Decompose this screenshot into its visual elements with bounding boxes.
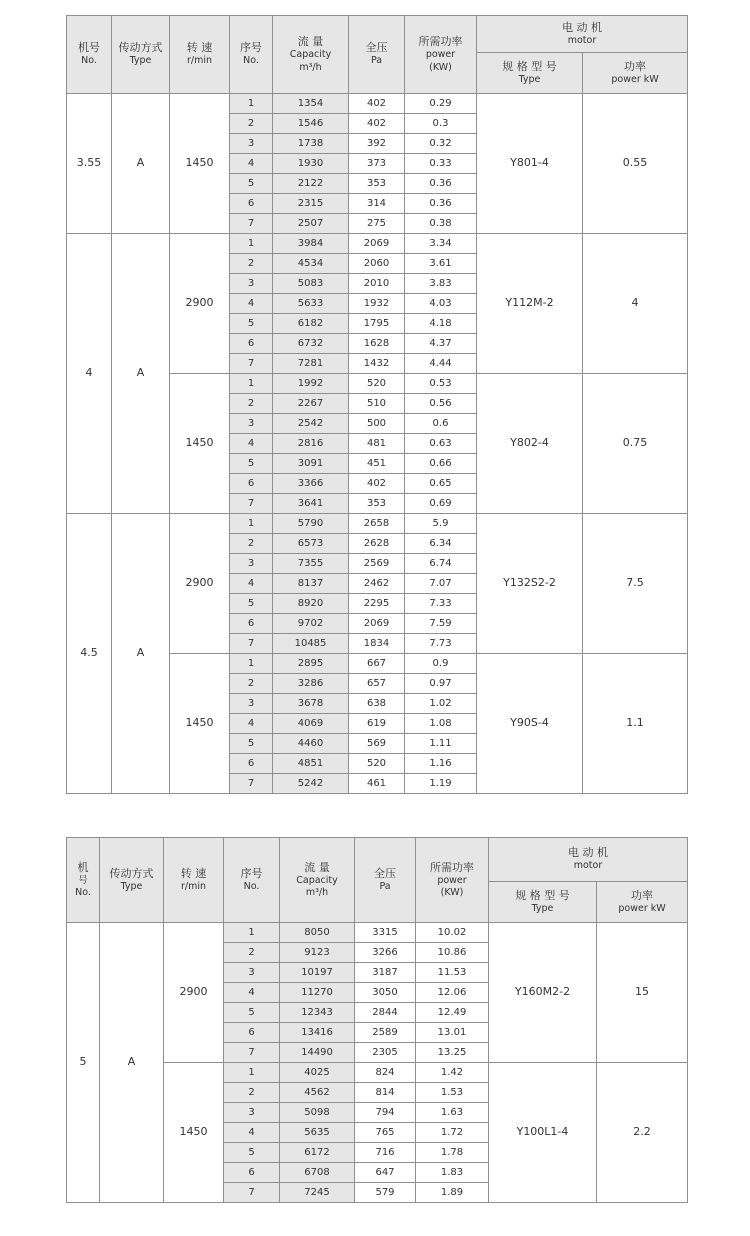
seq-no-cell: 1 — [230, 234, 273, 254]
required-power-cell: 0.53 — [405, 374, 477, 394]
pressure-cell: 510 — [349, 394, 405, 414]
pressure-cell: 2658 — [349, 514, 405, 534]
required-power-cell: 1.11 — [405, 734, 477, 754]
required-power-cell: 0.97 — [405, 674, 477, 694]
motor-type-cell: Y100L1-4 — [489, 1063, 597, 1203]
pressure-cell: 1932 — [349, 294, 405, 314]
pressure-cell: 314 — [349, 194, 405, 214]
seq-no-cell: 2 — [224, 1083, 280, 1103]
capacity-cell: 2507 — [273, 214, 349, 234]
required-power-cell: 11.53 — [416, 963, 489, 983]
motor-power-cell: 15 — [597, 923, 688, 1063]
required-power-cell: 1.16 — [405, 754, 477, 774]
table-row — [67, 923, 688, 943]
seq-no-cell: 6 — [230, 754, 273, 774]
capacity-cell: 6708 — [280, 1163, 355, 1183]
header-motor-type: 规 格 型 号 Type — [489, 882, 597, 923]
table-row — [67, 234, 688, 254]
capacity-cell: 6732 — [273, 334, 349, 354]
pressure-cell: 2010 — [349, 274, 405, 294]
machine-no-cell: 4 — [67, 234, 112, 514]
header-motor-power: 功率 power kW — [597, 882, 688, 923]
pressure-cell: 1834 — [349, 634, 405, 654]
header-required-power: 所需功率 power (KW) — [416, 838, 489, 923]
motor-type-cell: Y90S-4 — [477, 654, 583, 794]
capacity-cell: 3641 — [273, 494, 349, 514]
seq-no-cell: 5 — [230, 174, 273, 194]
seq-no-cell: 2 — [230, 674, 273, 694]
seq-no-cell: 4 — [230, 294, 273, 314]
motor-power-cell: 0.55 — [583, 94, 688, 234]
pressure-cell: 579 — [355, 1183, 416, 1203]
motor-power-cell: 2.2 — [597, 1063, 688, 1203]
speed-cell: 2900 — [164, 923, 224, 1063]
header-motor-type: 规 格 型 号 Type — [477, 53, 583, 94]
capacity-cell: 5098 — [280, 1103, 355, 1123]
capacity-cell: 5633 — [273, 294, 349, 314]
motor-type-cell: Y160M2-2 — [489, 923, 597, 1063]
motor-power-cell: 1.1 — [583, 654, 688, 794]
capacity-cell: 2895 — [273, 654, 349, 674]
header-speed: 转 速 r/min — [164, 838, 224, 923]
required-power-cell: 0.63 — [405, 434, 477, 454]
capacity-cell: 4562 — [280, 1083, 355, 1103]
capacity-cell: 3091 — [273, 454, 349, 474]
required-power-cell: 0.65 — [405, 474, 477, 494]
seq-no-cell: 4 — [230, 574, 273, 594]
speed-cell: 1450 — [170, 374, 230, 514]
required-power-cell: 7.33 — [405, 594, 477, 614]
capacity-cell: 1546 — [273, 114, 349, 134]
pressure-cell: 392 — [349, 134, 405, 154]
pressure-cell: 500 — [349, 414, 405, 434]
required-power-cell: 12.49 — [416, 1003, 489, 1023]
pressure-cell: 2069 — [349, 614, 405, 634]
pressure-cell: 1628 — [349, 334, 405, 354]
seq-no-cell: 4 — [224, 983, 280, 1003]
speed-cell: 1450 — [164, 1063, 224, 1203]
pressure-cell: 2295 — [349, 594, 405, 614]
motor-power-cell: 4 — [583, 234, 688, 374]
machine-no-cell: 3.55 — [67, 94, 112, 234]
header-machine-no: 机 号 No. — [67, 838, 100, 923]
header-pressure: 全压 Pa — [349, 16, 405, 94]
capacity-cell: 8137 — [273, 574, 349, 594]
capacity-cell: 3984 — [273, 234, 349, 254]
seq-no-cell: 2 — [230, 254, 273, 274]
drive-type-cell: A — [112, 234, 170, 514]
seq-no-cell: 4 — [230, 714, 273, 734]
header-drive-type: 传动方式 Type — [112, 16, 170, 94]
required-power-cell: 4.03 — [405, 294, 477, 314]
required-power-cell: 7.07 — [405, 574, 477, 594]
required-power-cell: 7.73 — [405, 634, 477, 654]
header-speed: 转 速 r/min — [170, 16, 230, 94]
header-seq-no: 序号 No. — [224, 838, 280, 923]
seq-no-cell: 5 — [224, 1143, 280, 1163]
pressure-cell: 2060 — [349, 254, 405, 274]
capacity-cell: 5635 — [280, 1123, 355, 1143]
header-pressure: 全压 Pa — [355, 838, 416, 923]
capacity-cell: 3678 — [273, 694, 349, 714]
table-row — [67, 514, 688, 534]
pressure-cell: 1432 — [349, 354, 405, 374]
speed-cell: 1450 — [170, 654, 230, 794]
seq-no-cell: 6 — [230, 614, 273, 634]
seq-no-cell: 3 — [230, 134, 273, 154]
machine-no-cell: 4.5 — [67, 514, 112, 794]
seq-no-cell: 2 — [230, 114, 273, 134]
seq-no-cell: 1 — [230, 654, 273, 674]
seq-no-cell: 7 — [230, 634, 273, 654]
pressure-cell: 619 — [349, 714, 405, 734]
seq-no-cell: 3 — [230, 694, 273, 714]
capacity-cell: 5790 — [273, 514, 349, 534]
pressure-cell: 373 — [349, 154, 405, 174]
pressure-cell: 2628 — [349, 534, 405, 554]
motor-power-cell: 0.75 — [583, 374, 688, 514]
fan-spec-table-2 — [66, 837, 688, 1203]
required-power-cell: 6.34 — [405, 534, 477, 554]
seq-no-cell: 6 — [224, 1163, 280, 1183]
pressure-cell: 2305 — [355, 1043, 416, 1063]
seq-no-cell: 1 — [224, 1063, 280, 1083]
drive-type-cell: A — [112, 94, 170, 234]
required-power-cell: 0.36 — [405, 174, 477, 194]
seq-no-cell: 3 — [230, 274, 273, 294]
capacity-cell: 6573 — [273, 534, 349, 554]
seq-no-cell: 3 — [230, 554, 273, 574]
seq-no-cell: 2 — [230, 394, 273, 414]
drive-type-cell: A — [112, 514, 170, 794]
capacity-cell: 4025 — [280, 1063, 355, 1083]
capacity-cell: 1992 — [273, 374, 349, 394]
required-power-cell: 0.33 — [405, 154, 477, 174]
required-power-cell: 3.61 — [405, 254, 477, 274]
seq-no-cell: 2 — [224, 943, 280, 963]
capacity-cell: 3366 — [273, 474, 349, 494]
motor-type-cell: Y802-4 — [477, 374, 583, 514]
seq-no-cell: 5 — [230, 594, 273, 614]
seq-no-cell: 1 — [230, 514, 273, 534]
seq-no-cell: 6 — [230, 474, 273, 494]
required-power-cell: 1.19 — [405, 774, 477, 794]
required-power-cell: 0.56 — [405, 394, 477, 414]
pressure-cell: 402 — [349, 94, 405, 114]
required-power-cell: 1.72 — [416, 1123, 489, 1143]
seq-no-cell: 4 — [230, 154, 273, 174]
capacity-cell: 2122 — [273, 174, 349, 194]
pressure-cell: 647 — [355, 1163, 416, 1183]
required-power-cell: 13.25 — [416, 1043, 489, 1063]
seq-no-cell: 1 — [224, 923, 280, 943]
header-capacity: 流 量 Capacity m³/h — [273, 16, 349, 94]
capacity-cell: 2315 — [273, 194, 349, 214]
required-power-cell: 7.59 — [405, 614, 477, 634]
capacity-cell: 2816 — [273, 434, 349, 454]
speed-cell: 2900 — [170, 514, 230, 654]
seq-no-cell: 6 — [230, 194, 273, 214]
seq-no-cell: 3 — [230, 414, 273, 434]
pressure-cell: 3315 — [355, 923, 416, 943]
header-drive-type: 传动方式 Type — [100, 838, 164, 923]
pressure-cell: 824 — [355, 1063, 416, 1083]
capacity-cell: 10197 — [280, 963, 355, 983]
required-power-cell: 0.32 — [405, 134, 477, 154]
seq-no-cell: 5 — [230, 314, 273, 334]
capacity-cell: 8050 — [280, 923, 355, 943]
required-power-cell: 12.06 — [416, 983, 489, 1003]
header-motor: 电 动 机 motor — [489, 838, 688, 882]
capacity-cell: 7245 — [280, 1183, 355, 1203]
capacity-cell: 9123 — [280, 943, 355, 963]
pressure-cell: 353 — [349, 174, 405, 194]
capacity-cell: 2267 — [273, 394, 349, 414]
required-power-cell: 0.9 — [405, 654, 477, 674]
pressure-cell: 520 — [349, 754, 405, 774]
pressure-cell: 2069 — [349, 234, 405, 254]
header-seq-no: 序号 No. — [230, 16, 273, 94]
pressure-cell: 2844 — [355, 1003, 416, 1023]
required-power-cell: 0.3 — [405, 114, 477, 134]
capacity-cell: 11270 — [280, 983, 355, 1003]
header-capacity: 流 量 Capacity m³/h — [280, 838, 355, 923]
motor-type-cell: Y801-4 — [477, 94, 583, 234]
required-power-cell: 1.08 — [405, 714, 477, 734]
capacity-cell: 8920 — [273, 594, 349, 614]
seq-no-cell: 1 — [230, 94, 273, 114]
table-row — [67, 94, 688, 114]
seq-no-cell: 4 — [230, 434, 273, 454]
pressure-cell: 2569 — [349, 554, 405, 574]
seq-no-cell: 7 — [230, 214, 273, 234]
speed-cell: 2900 — [170, 234, 230, 374]
capacity-cell: 1738 — [273, 134, 349, 154]
capacity-cell: 1930 — [273, 154, 349, 174]
required-power-cell: 4.18 — [405, 314, 477, 334]
required-power-cell: 1.53 — [416, 1083, 489, 1103]
seq-no-cell: 7 — [230, 774, 273, 794]
motor-type-cell: Y112M-2 — [477, 234, 583, 374]
capacity-cell: 12343 — [280, 1003, 355, 1023]
seq-no-cell: 3 — [224, 963, 280, 983]
seq-no-cell: 5 — [224, 1003, 280, 1023]
pressure-cell: 451 — [349, 454, 405, 474]
pressure-cell: 794 — [355, 1103, 416, 1123]
pressure-cell: 2589 — [355, 1023, 416, 1043]
required-power-cell: 0.6 — [405, 414, 477, 434]
pressure-cell: 275 — [349, 214, 405, 234]
required-power-cell: 0.36 — [405, 194, 477, 214]
pressure-cell: 3187 — [355, 963, 416, 983]
seq-no-cell: 7 — [224, 1043, 280, 1063]
required-power-cell: 3.34 — [405, 234, 477, 254]
required-power-cell: 1.83 — [416, 1163, 489, 1183]
pressure-cell: 520 — [349, 374, 405, 394]
header-required-power: 所需功率 power (KW) — [405, 16, 477, 94]
seq-no-cell: 6 — [230, 334, 273, 354]
pressure-cell: 481 — [349, 434, 405, 454]
header-machine-no: 机号 No. — [67, 16, 112, 94]
pressure-cell: 402 — [349, 114, 405, 134]
speed-cell: 1450 — [170, 94, 230, 234]
required-power-cell: 1.42 — [416, 1063, 489, 1083]
capacity-cell: 1354 — [273, 94, 349, 114]
seq-no-cell: 6 — [224, 1023, 280, 1043]
seq-no-cell: 7 — [230, 354, 273, 374]
required-power-cell: 13.01 — [416, 1023, 489, 1043]
required-power-cell: 0.29 — [405, 94, 477, 114]
pressure-cell: 638 — [349, 694, 405, 714]
seq-no-cell: 2 — [230, 534, 273, 554]
required-power-cell: 5.9 — [405, 514, 477, 534]
pressure-cell: 1795 — [349, 314, 405, 334]
machine-no-cell: 5 — [67, 923, 100, 1203]
pressure-cell: 461 — [349, 774, 405, 794]
seq-no-cell: 5 — [230, 454, 273, 474]
pressure-cell: 667 — [349, 654, 405, 674]
required-power-cell: 1.78 — [416, 1143, 489, 1163]
capacity-cell: 9702 — [273, 614, 349, 634]
pressure-cell: 569 — [349, 734, 405, 754]
required-power-cell: 0.66 — [405, 454, 477, 474]
drive-type-cell: A — [100, 923, 164, 1203]
seq-no-cell: 7 — [230, 494, 273, 514]
pressure-cell: 657 — [349, 674, 405, 694]
capacity-cell: 2542 — [273, 414, 349, 434]
pressure-cell: 716 — [355, 1143, 416, 1163]
capacity-cell: 7281 — [273, 354, 349, 374]
capacity-cell: 6182 — [273, 314, 349, 334]
capacity-cell: 3286 — [273, 674, 349, 694]
motor-type-cell: Y132S2-2 — [477, 514, 583, 654]
capacity-cell: 4534 — [273, 254, 349, 274]
capacity-cell: 7355 — [273, 554, 349, 574]
required-power-cell: 3.83 — [405, 274, 477, 294]
pressure-cell: 353 — [349, 494, 405, 514]
pressure-cell: 2462 — [349, 574, 405, 594]
motor-power-cell: 7.5 — [583, 514, 688, 654]
required-power-cell: 6.74 — [405, 554, 477, 574]
pressure-cell: 402 — [349, 474, 405, 494]
seq-no-cell: 5 — [230, 734, 273, 754]
fan-spec-table-1 — [66, 15, 688, 794]
seq-no-cell: 7 — [224, 1183, 280, 1203]
required-power-cell: 4.37 — [405, 334, 477, 354]
capacity-cell: 14490 — [280, 1043, 355, 1063]
capacity-cell: 6172 — [280, 1143, 355, 1163]
required-power-cell: 10.02 — [416, 923, 489, 943]
pressure-cell: 3266 — [355, 943, 416, 963]
capacity-cell: 4460 — [273, 734, 349, 754]
required-power-cell: 0.38 — [405, 214, 477, 234]
header-motor: 电 动 机 motor — [477, 16, 688, 53]
capacity-cell: 10485 — [273, 634, 349, 654]
required-power-cell: 0.69 — [405, 494, 477, 514]
seq-no-cell: 1 — [230, 374, 273, 394]
capacity-cell: 4851 — [273, 754, 349, 774]
header-motor-power: 功率 power kW — [583, 53, 688, 94]
pressure-cell: 765 — [355, 1123, 416, 1143]
capacity-cell: 4069 — [273, 714, 349, 734]
capacity-cell: 5242 — [273, 774, 349, 794]
seq-no-cell: 3 — [224, 1103, 280, 1123]
required-power-cell: 10.86 — [416, 943, 489, 963]
required-power-cell: 1.89 — [416, 1183, 489, 1203]
pressure-cell: 814 — [355, 1083, 416, 1103]
required-power-cell: 1.63 — [416, 1103, 489, 1123]
required-power-cell: 4.44 — [405, 354, 477, 374]
seq-no-cell: 4 — [224, 1123, 280, 1143]
capacity-cell: 5083 — [273, 274, 349, 294]
capacity-cell: 13416 — [280, 1023, 355, 1043]
pressure-cell: 3050 — [355, 983, 416, 1003]
required-power-cell: 1.02 — [405, 694, 477, 714]
